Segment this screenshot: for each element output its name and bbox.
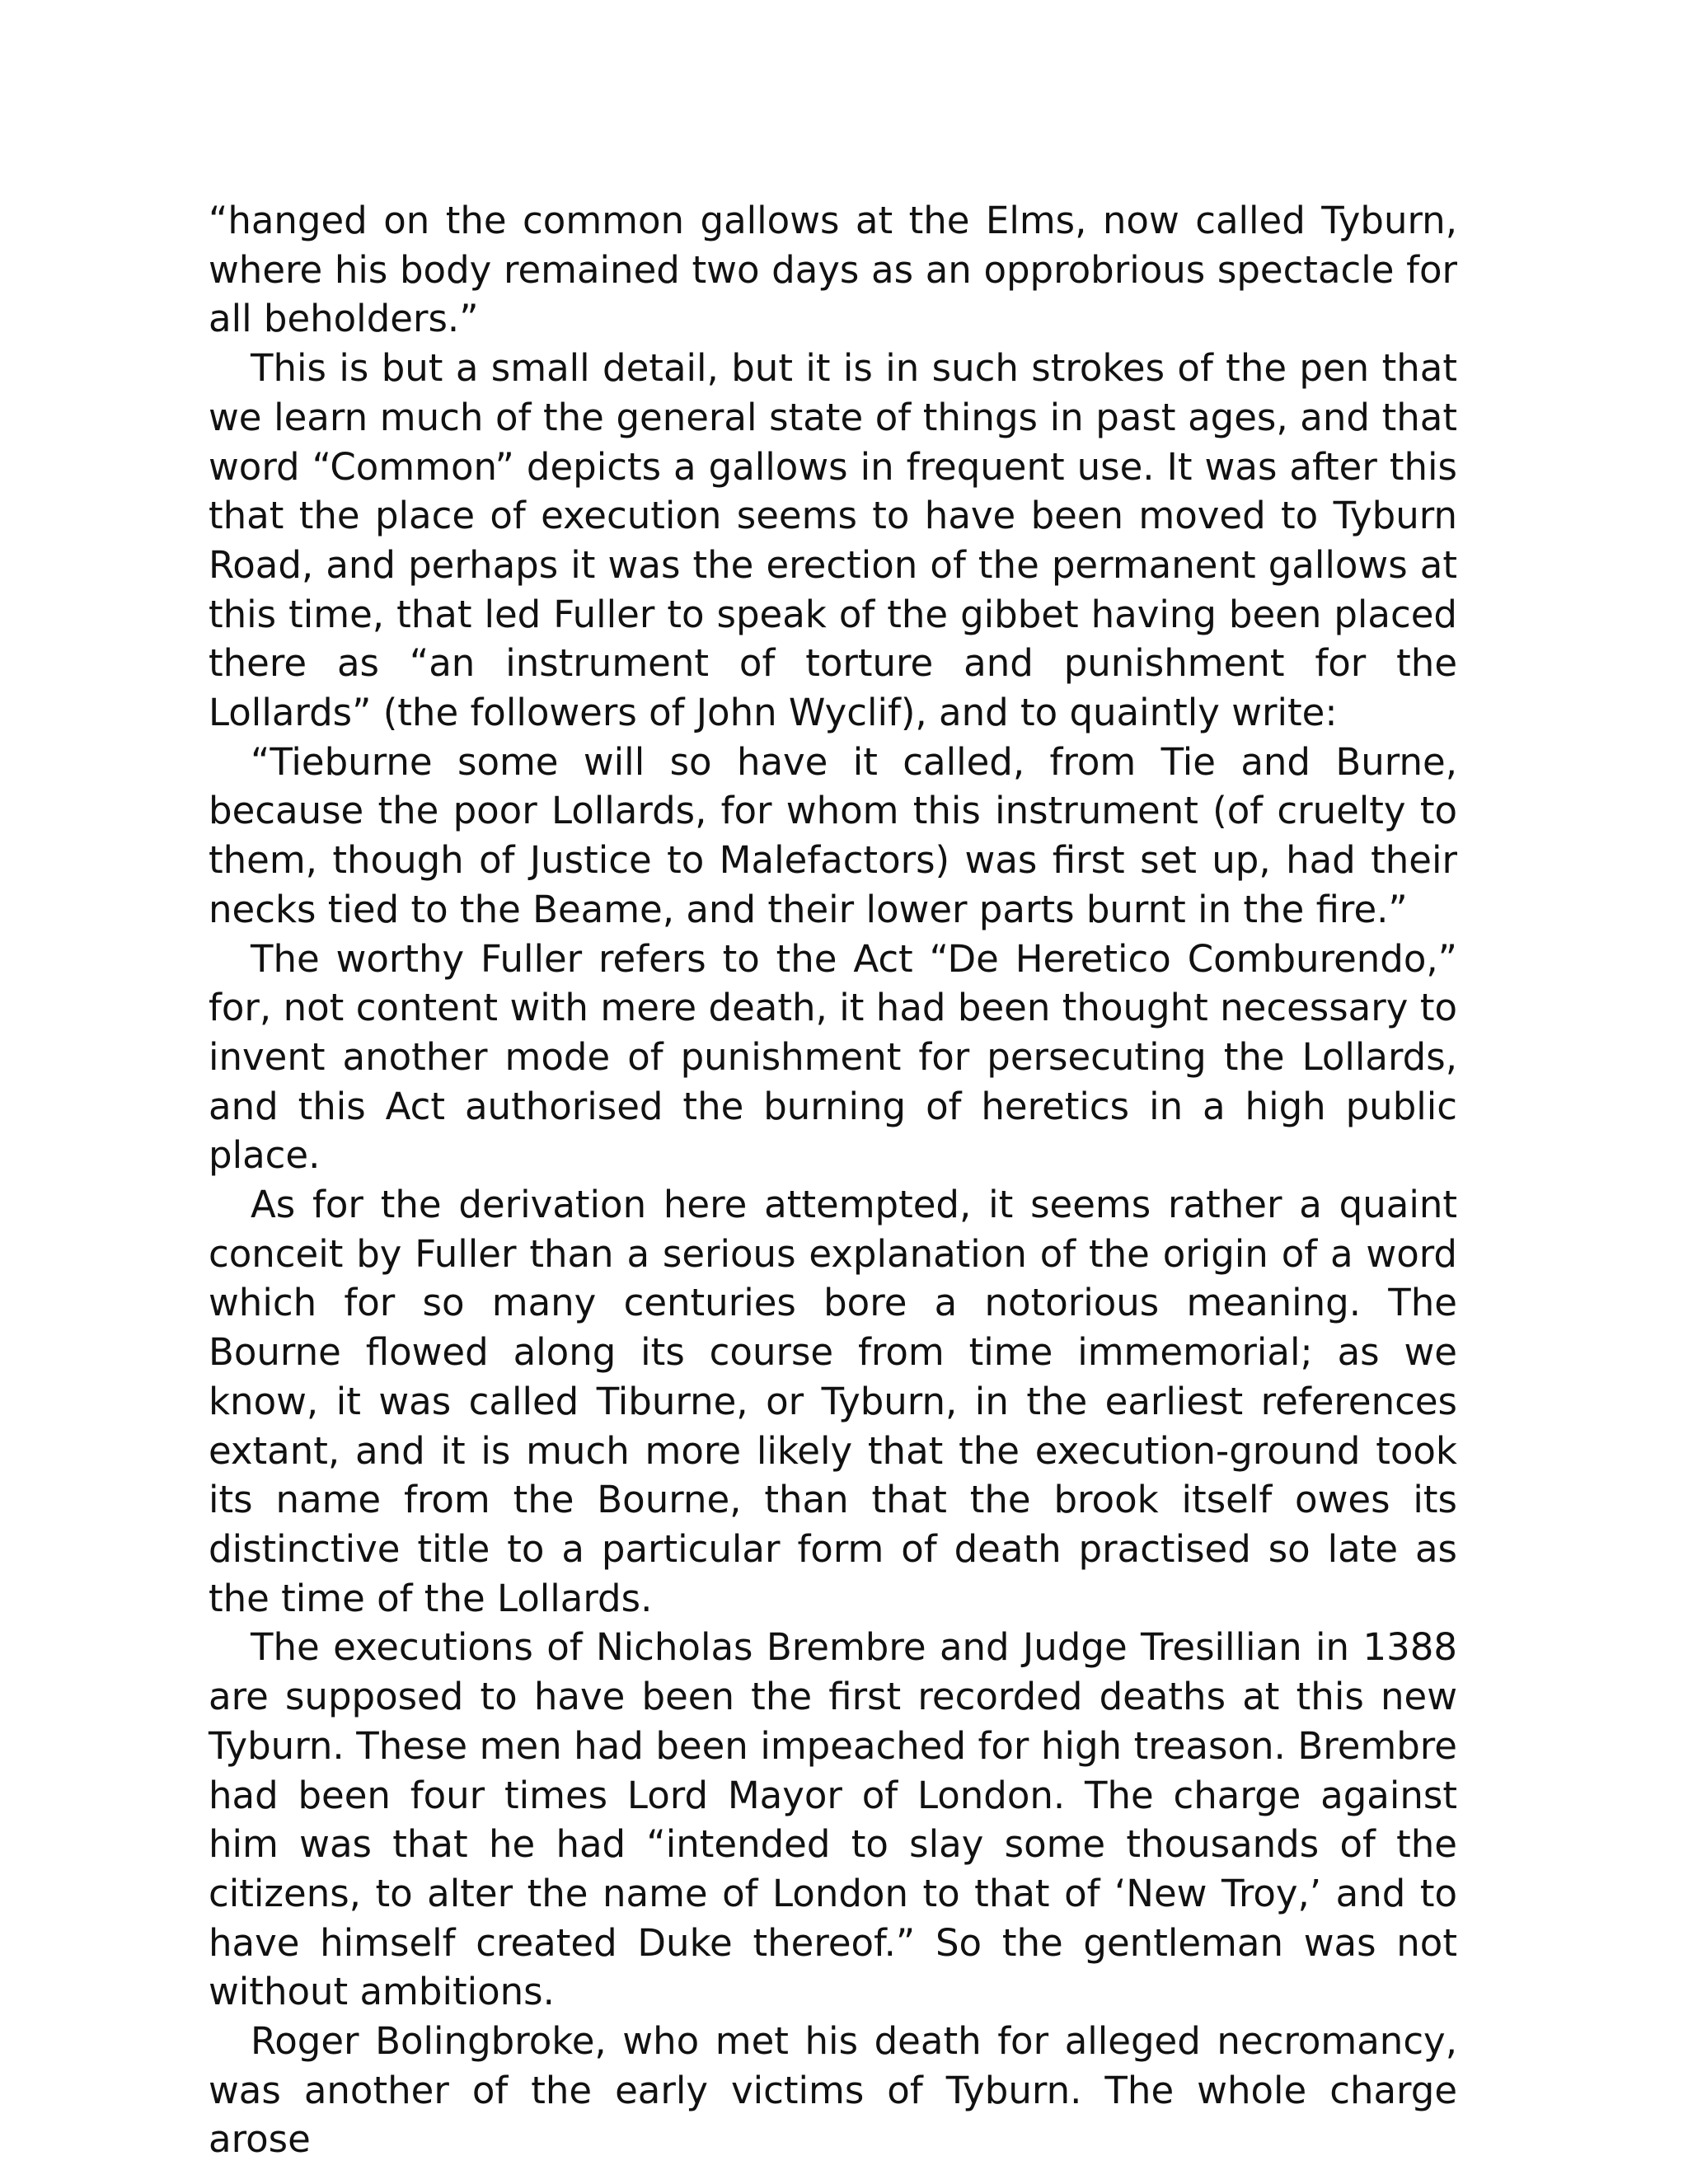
page-body	[209, 196, 1457, 2164]
paragraph-quotation: “Tieburne some will so have it called, from Tie and Burne, because the poor Lollards, for whom this instrument (of cruelty to them, though of Justice to Malefactors) was first set up, had their necks tied to the Beame, and their lower parts burnt in the fire.”	[209, 739, 1457, 931]
paragraph: The worthy Fuller refers to the Act “De Heretico Comburendo,” for, not content with mere death, it had been thought necessary to invent another mode of punishment for persecuting the Lollards, and this Act authorised the burning of heretics in a high public place.	[209, 936, 1457, 1178]
paragraph: This is but a small detail, but it is in such strokes of the pen that we learn much of the general state of things in past ages, and that word “Common” depicts a gallows in frequent use. It was after this that the place of execution seems to have been moved to Tyburn Road, and perhaps it was the erection of the permanent gallows at this time, that led Fuller to speak of the gibbet having been placed there as “an instrument of torture and punishment for the Lollards” (the followers of John Wyclif), and to quaintly write:	[209, 346, 1457, 735]
paragraph: As for the derivation here attempted, it seems rather a quaint conceit by Fuller than a serious explanation of the origin of a word which for so many centuries bore a notorious meaning. The Bourne flowed along its course from time immemorial; as we know, it was called Tiburne, or Tyburn, in the earliest references extant, and it is much more likely that the execution-ground took its name from the Bourne, than that the brook itself owes its distinctive title to a particular form of death practised so late as the time of the Lollards.	[209, 1183, 1457, 1620]
paragraph-continued: “hanged on the common gallows at the Elms, now called Tyburn, where his body remained two days as an opprobrious spectacle for all beholders.”	[209, 199, 1457, 341]
paragraph-last: Roger Bolingbroke, who met his death for alleged necromancy, was another of the early victims of Tyburn. The whole charge arose	[209, 2019, 1457, 2162]
paragraph: The executions of Nicholas Brembre and Judge Tresillian in 1388 are supposed to have been the first recorded deaths at this new Tyburn. These men had been impeached for high treason. Brembre had been four times Lord Mayor of London. The charge against him was that he had “intended to slay some thousands of the citizens, to alter the name of London to that of ‘New Troy,’ and to have himself created Duke thereof.” So the gentleman was not without ambitions.	[209, 1625, 1457, 2014]
